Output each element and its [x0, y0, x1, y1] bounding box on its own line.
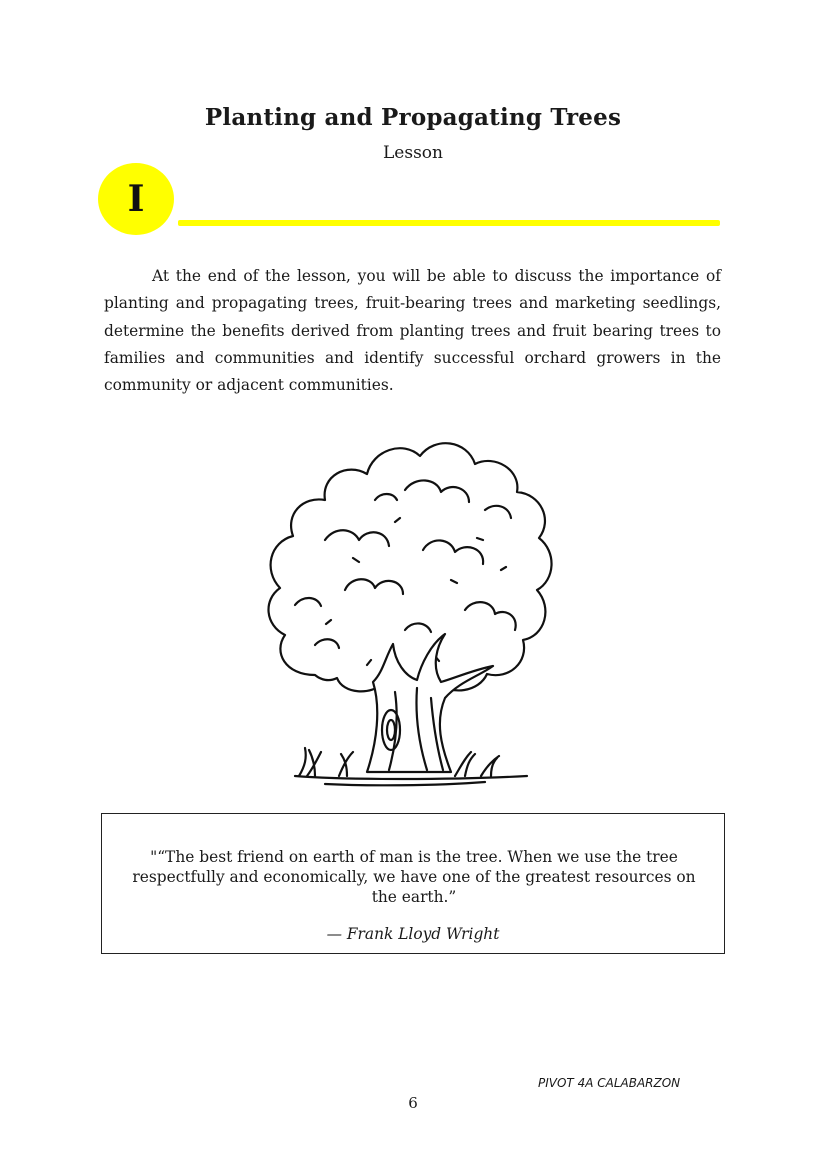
quote-text: "“The best friend on earth of man is the tree. When we use the tree respectfully and economically, we have one of the greatest resources on the earth.” [132, 848, 696, 906]
page-title: Planting and Propagating Trees [204, 104, 622, 131]
lesson-divider-bar [178, 220, 720, 226]
lesson-number-badge [98, 163, 174, 235]
quote-box [101, 813, 725, 954]
intro-paragraph: At the end of the lesson, you will be able to discuss the importance of planting and propagating trees, fruit-bearing trees and marketing seedlings, determine the benefits derived from planting trees and fruit bearing trees to families and communities and identify successful orchard growers in the community or adjacent communities. [104, 267, 721, 395]
page-subtitle: Lesson [383, 143, 443, 163]
lesson-numeral: I [127, 178, 145, 220]
page-number: 6 [408, 1094, 418, 1112]
quote-author: — Frank Lloyd Wright [326, 925, 500, 943]
tree-icon [255, 430, 565, 792]
footer-organization: PIVOT 4A CALABARZON [538, 1076, 681, 1090]
